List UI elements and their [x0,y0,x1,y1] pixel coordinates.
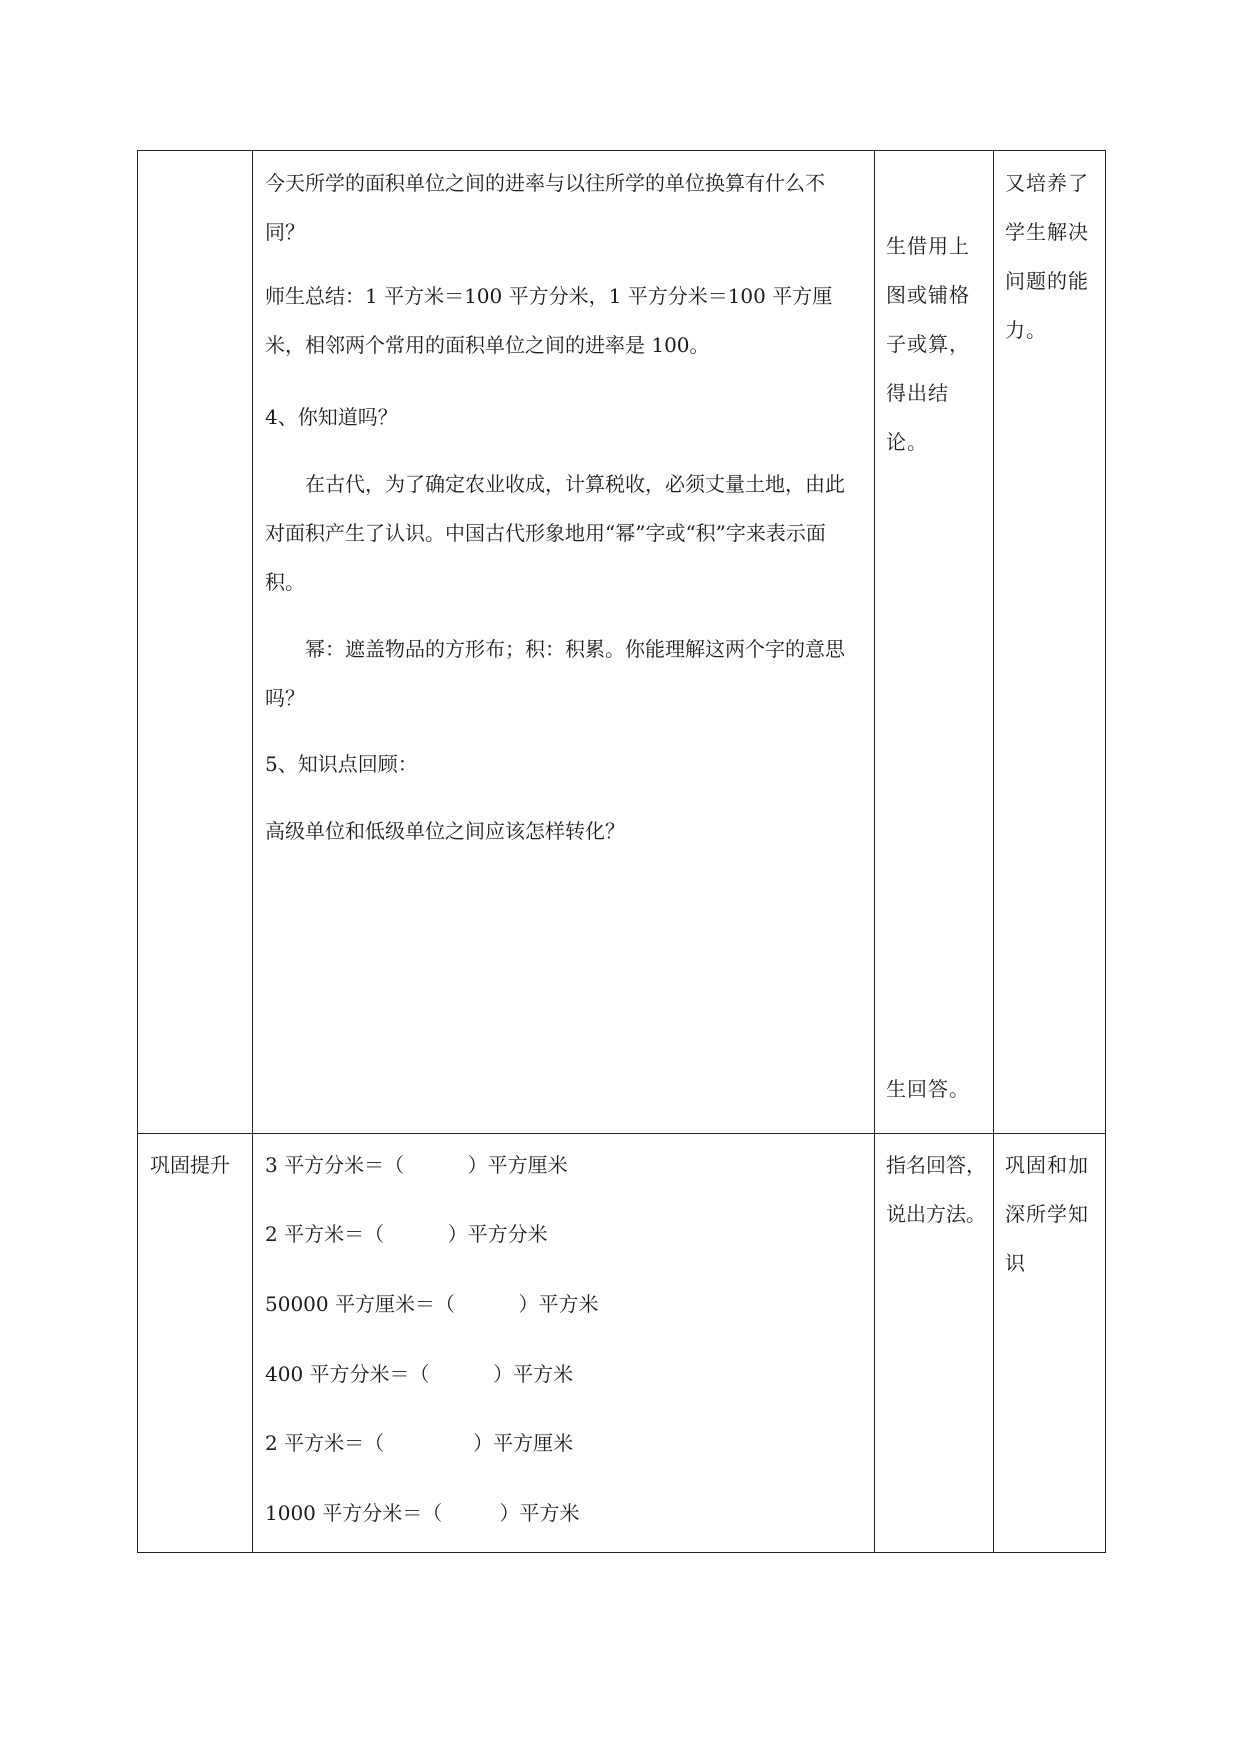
content-paragraph: 在古代，为了确定农业收成，计算税收，必须丈量土地，由此对面积产生了认识。中国古代形象地用“幂”字或“积”字来表示面积。 [265,472,845,594]
exercise-item: 400 平方分米＝（ ）平方米 [265,1362,574,1386]
content-paragraph: 5、知识点回顾： [265,752,418,776]
student-activity-cell [875,1134,994,1553]
table-row [138,1134,1106,1553]
design-intent-text: 巩固和加深所学知识 [1005,1153,1089,1275]
content-cell [253,151,875,1134]
stage-cell [138,151,253,1134]
design-intent-text: 又培养了学生解决问题的能力。 [1005,171,1089,342]
student-activity-text: 生回答。 [886,1077,970,1101]
content-paragraph: 今天所学的面积单位之间的进率与以往所学的单位换算有什么不同？ [265,171,825,244]
content-cell [253,1134,875,1553]
stage-label: 巩固提升 [150,1153,230,1177]
lesson-plan-table [137,150,1106,1553]
exercise-item: 2 平方米＝（ ）平方分米 [265,1222,548,1246]
content-paragraph: 幂：遮盖物品的方形布；积：积累。你能理解这两个字的意思吗？ [265,637,845,710]
exercise-item: 1000 平方分米＝（ ）平方米 [265,1501,580,1525]
student-activity-cell [875,151,994,1134]
content-paragraph: 师生总结：1 平方米＝100 平方分米，1 平方分米＝100 平方厘米，相邻两个常用的面积单位之间的进率是 100。 [265,284,833,357]
exercise-item: 3 平方分米＝（ ）平方厘米 [265,1153,568,1177]
exercise-item: 2 平方米＝（ ）平方厘米 [265,1431,574,1455]
table-row [138,151,1106,1134]
stage-cell [138,1134,253,1553]
design-intent-cell [994,151,1106,1134]
content-paragraph: 4、你知道吗？ [265,405,398,429]
student-activity-text: 生借用上图或铺格子或算，得出结论。 [886,234,970,454]
student-activity-text: 指名回答，说出方法。 [886,1153,986,1226]
design-intent-cell [994,1134,1106,1553]
exercise-item: 50000 平方厘米＝（ ）平方米 [265,1292,599,1316]
content-paragraph: 高级单位和低级单位之间应该怎样转化？ [265,819,625,843]
